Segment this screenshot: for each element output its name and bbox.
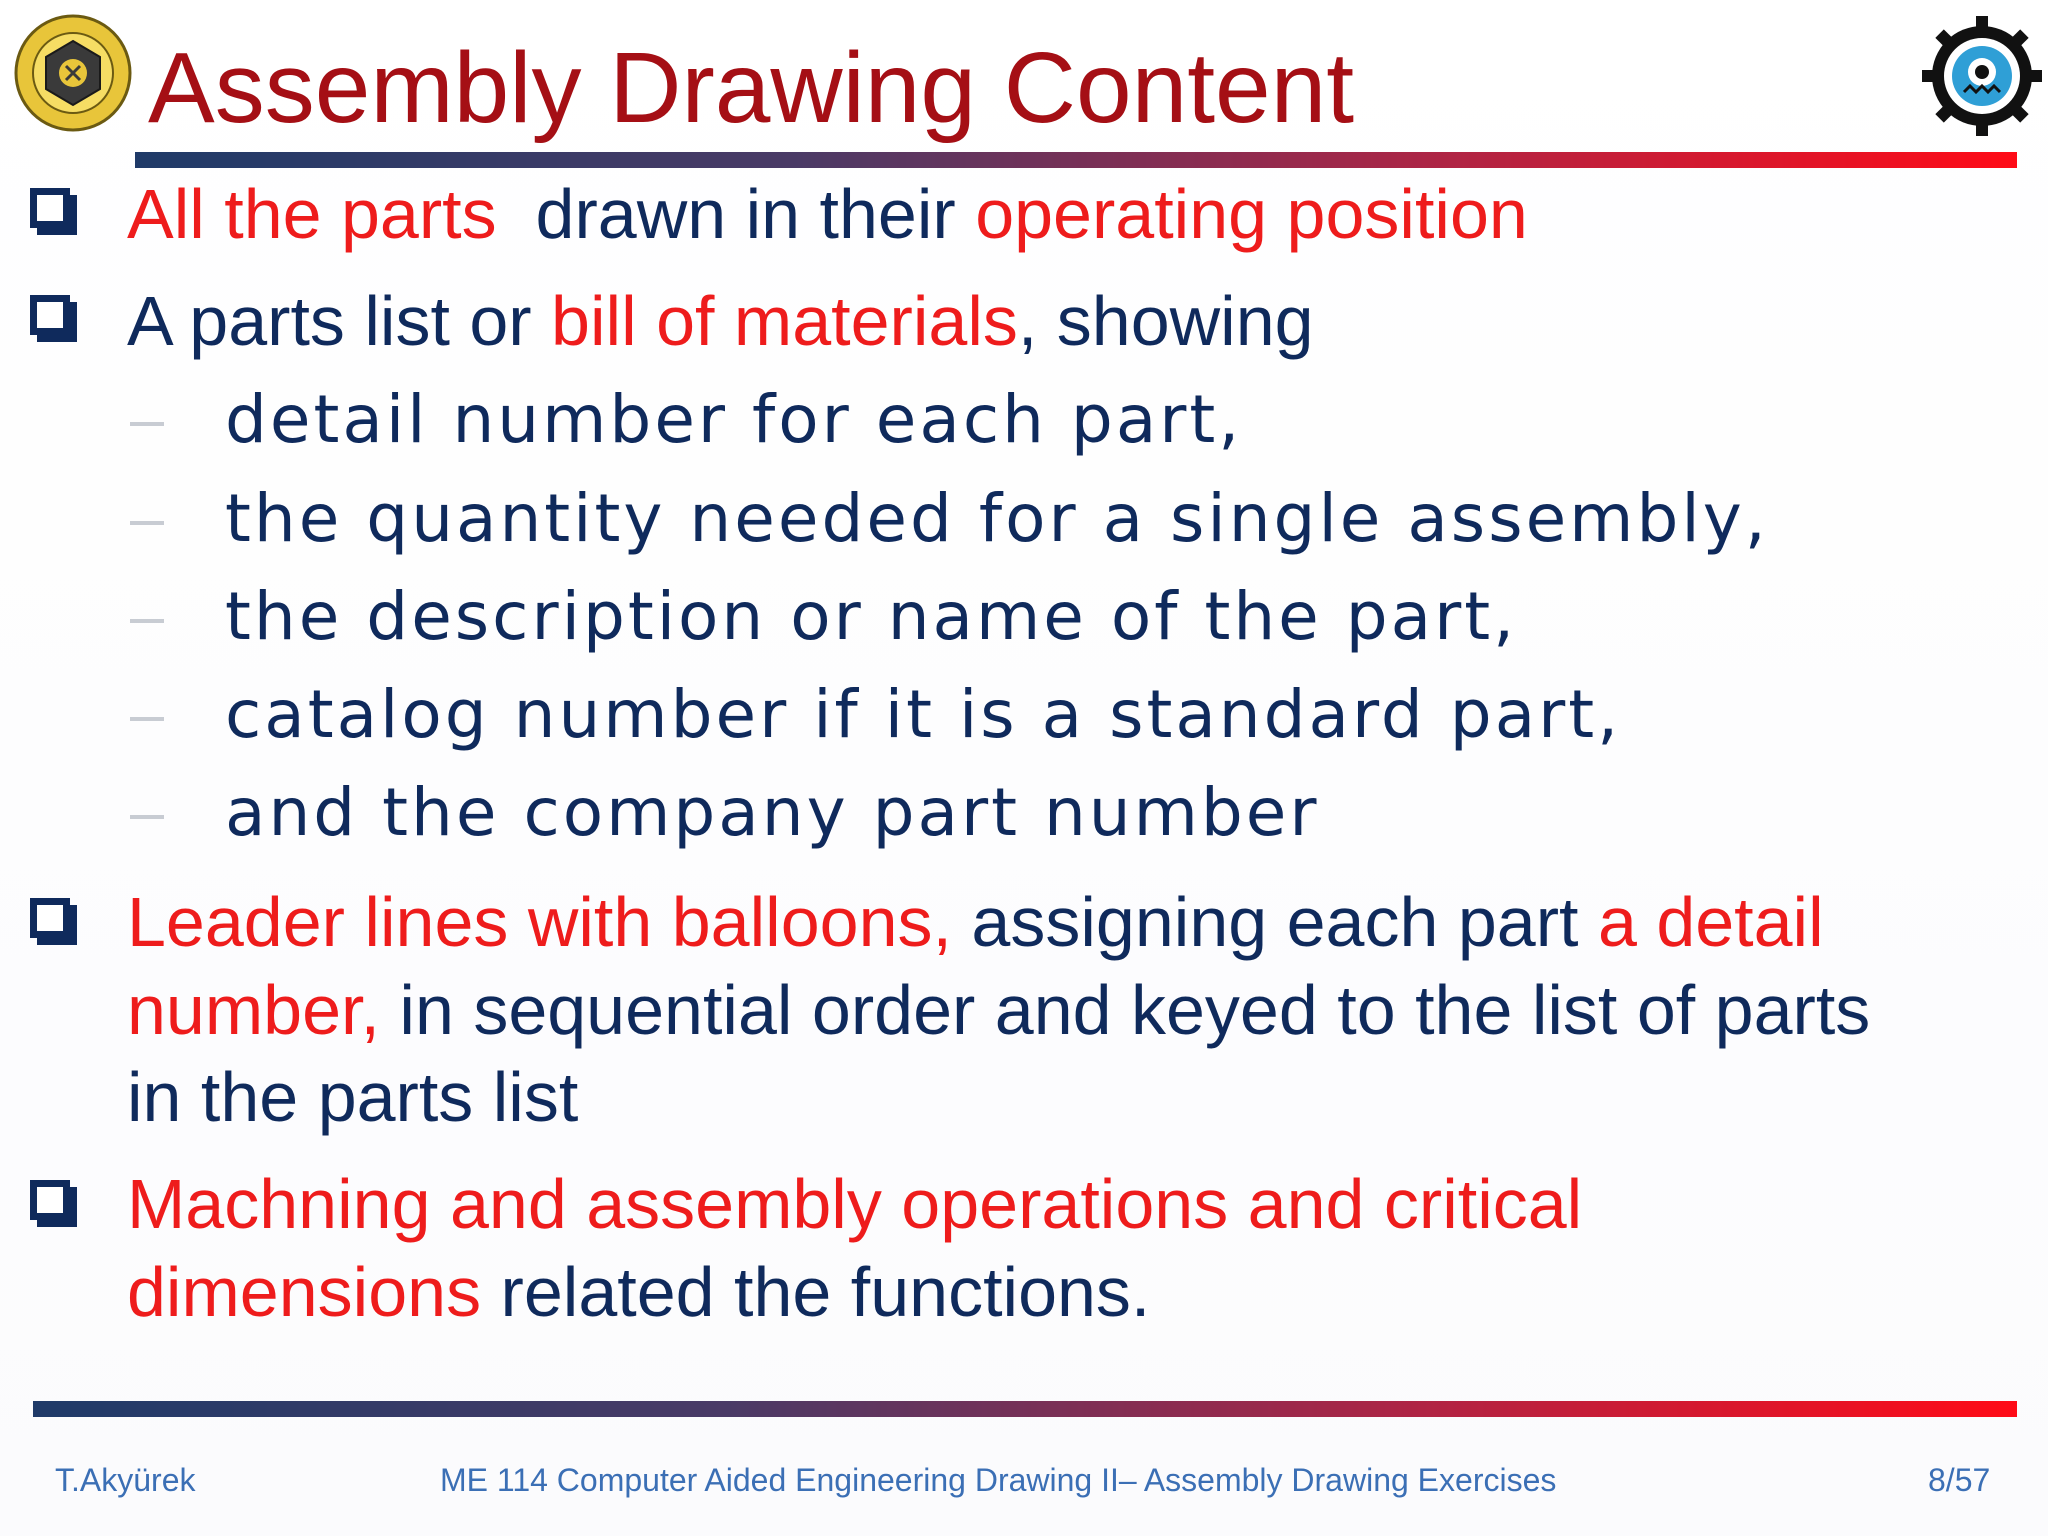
- bullet-2-seg: , showing: [1017, 282, 1314, 360]
- bullet-4-line-2: [127, 1248, 1150, 1336]
- bullet-4-seg: related the functions.: [481, 1253, 1151, 1331]
- bullet-3-line-3: [127, 1053, 578, 1141]
- mechanical-engineering-logo-icon: [1920, 14, 2044, 138]
- slide-title: Assembly Drawing Content: [148, 32, 1355, 144]
- sub-item: catalog number if it is a standard part,: [225, 676, 1622, 753]
- footer-course-title: ME 114 Computer Aided Engineering Drawing II– Assembly Drawing Exercises: [440, 1462, 1557, 1498]
- footer-page-number: 8/57: [1928, 1462, 1991, 1498]
- bullet-1-seg: All the parts: [127, 175, 497, 253]
- bullet-2-seg: bill of materials: [551, 282, 1018, 360]
- bullet-3-seg: Leader lines with balloons,: [127, 883, 952, 961]
- bullet-3-seg: number,: [127, 971, 380, 1049]
- sub-item: the quantity needed for a single assembly,: [225, 480, 1769, 557]
- checkbox-bullet-icon: [30, 188, 70, 228]
- university-logo-icon: [14, 14, 132, 132]
- bullet-2: [127, 277, 1314, 365]
- bullet-1-seg: drawn in their: [496, 175, 976, 253]
- checkbox-bullet-icon: [30, 898, 70, 938]
- title-divider: [135, 152, 2017, 168]
- bullet-4-seg: Machning and assembly operations and critical: [127, 1165, 1583, 1243]
- bullet-2-seg: A parts list or: [127, 282, 552, 360]
- bullet-3-line-1: [127, 878, 1824, 966]
- dash-marker: [130, 422, 164, 426]
- footer-author: T.Akyürek: [55, 1462, 196, 1498]
- bullet-3-seg: a detail: [1597, 883, 1824, 961]
- dash-marker: [130, 815, 164, 819]
- checkbox-bullet-icon: [30, 295, 70, 335]
- bullet-3-line-2: [127, 966, 1870, 1054]
- dash-marker: [130, 521, 164, 525]
- checkbox-bullet-icon: [30, 1180, 70, 1220]
- bullet-4-seg: dimensions: [127, 1253, 482, 1331]
- bullet-1-seg: operating position: [975, 175, 1528, 253]
- bullet-4-line-1: [127, 1160, 1582, 1248]
- dash-marker: [130, 717, 164, 721]
- sub-item: detail number for each part,: [225, 381, 1243, 458]
- bullet-1: [127, 170, 1528, 258]
- dash-marker: [130, 619, 164, 623]
- bullet-3-seg: in sequential order and keyed to the list of parts: [379, 971, 1871, 1049]
- sub-item: and the company part number: [225, 774, 1320, 851]
- bullet-3-seg: assigning each part: [951, 883, 1598, 961]
- bullet-3-seg: in the parts list: [127, 1058, 579, 1136]
- sub-item: the description or name of the part,: [225, 578, 1518, 655]
- footer-divider: [33, 1401, 2017, 1417]
